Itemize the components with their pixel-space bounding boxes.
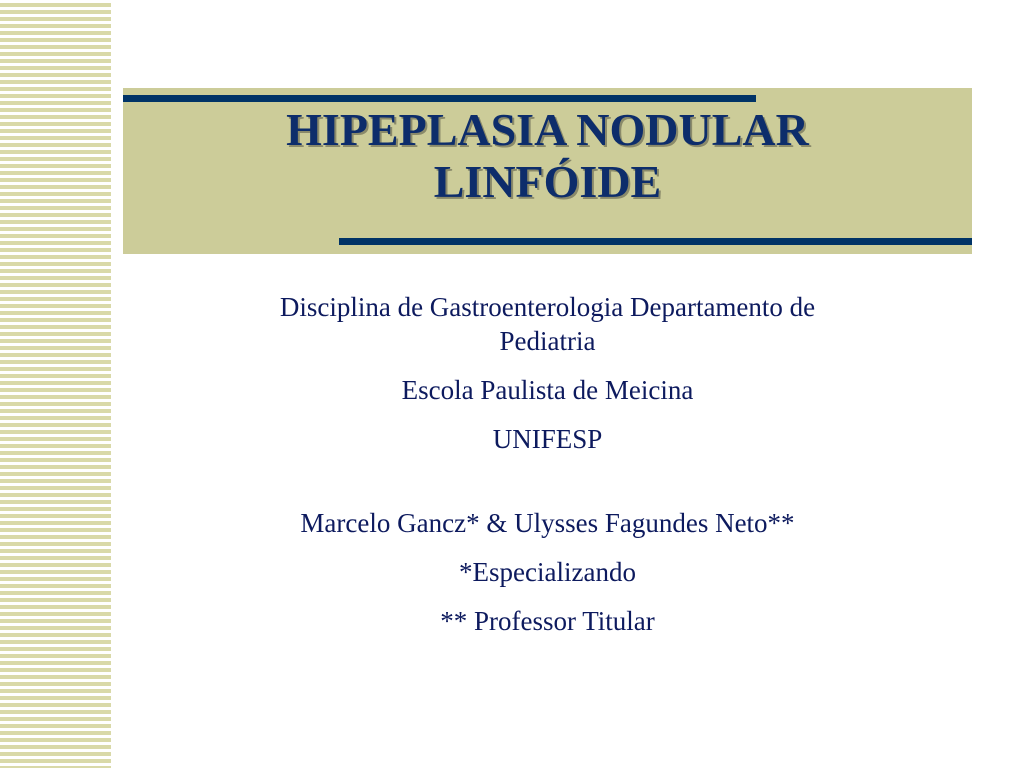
school-name: Escola Paulista de Meicina	[401, 375, 694, 405]
spacer	[123, 358, 972, 373]
slide-title-line-2: LINFÓIDE	[433, 156, 662, 207]
university-name: UNIFESP	[492, 424, 603, 454]
spacer	[123, 456, 972, 506]
institution-line-2: Pediatria	[499, 326, 596, 356]
spacer	[123, 589, 972, 604]
slide-body	[123, 290, 972, 638]
author-names: Marcelo Gancz* & Ulysses Fagundes Neto**	[300, 508, 795, 538]
slide-title-line-1: HIPEPLASIA NODULAR	[286, 104, 809, 155]
decorative-stripe-band	[0, 0, 111, 768]
title-bottom-rule	[339, 238, 972, 245]
title-top-rule	[123, 95, 756, 102]
author-note-2: ** Professor Titular	[440, 606, 655, 636]
spacer	[123, 540, 972, 555]
institution-line-1: Disciplina de Gastroenterologia Departamento de	[279, 292, 816, 322]
spacer	[123, 407, 972, 422]
author-note-1: *Especializando	[459, 557, 636, 587]
slide-title	[123, 104, 972, 208]
